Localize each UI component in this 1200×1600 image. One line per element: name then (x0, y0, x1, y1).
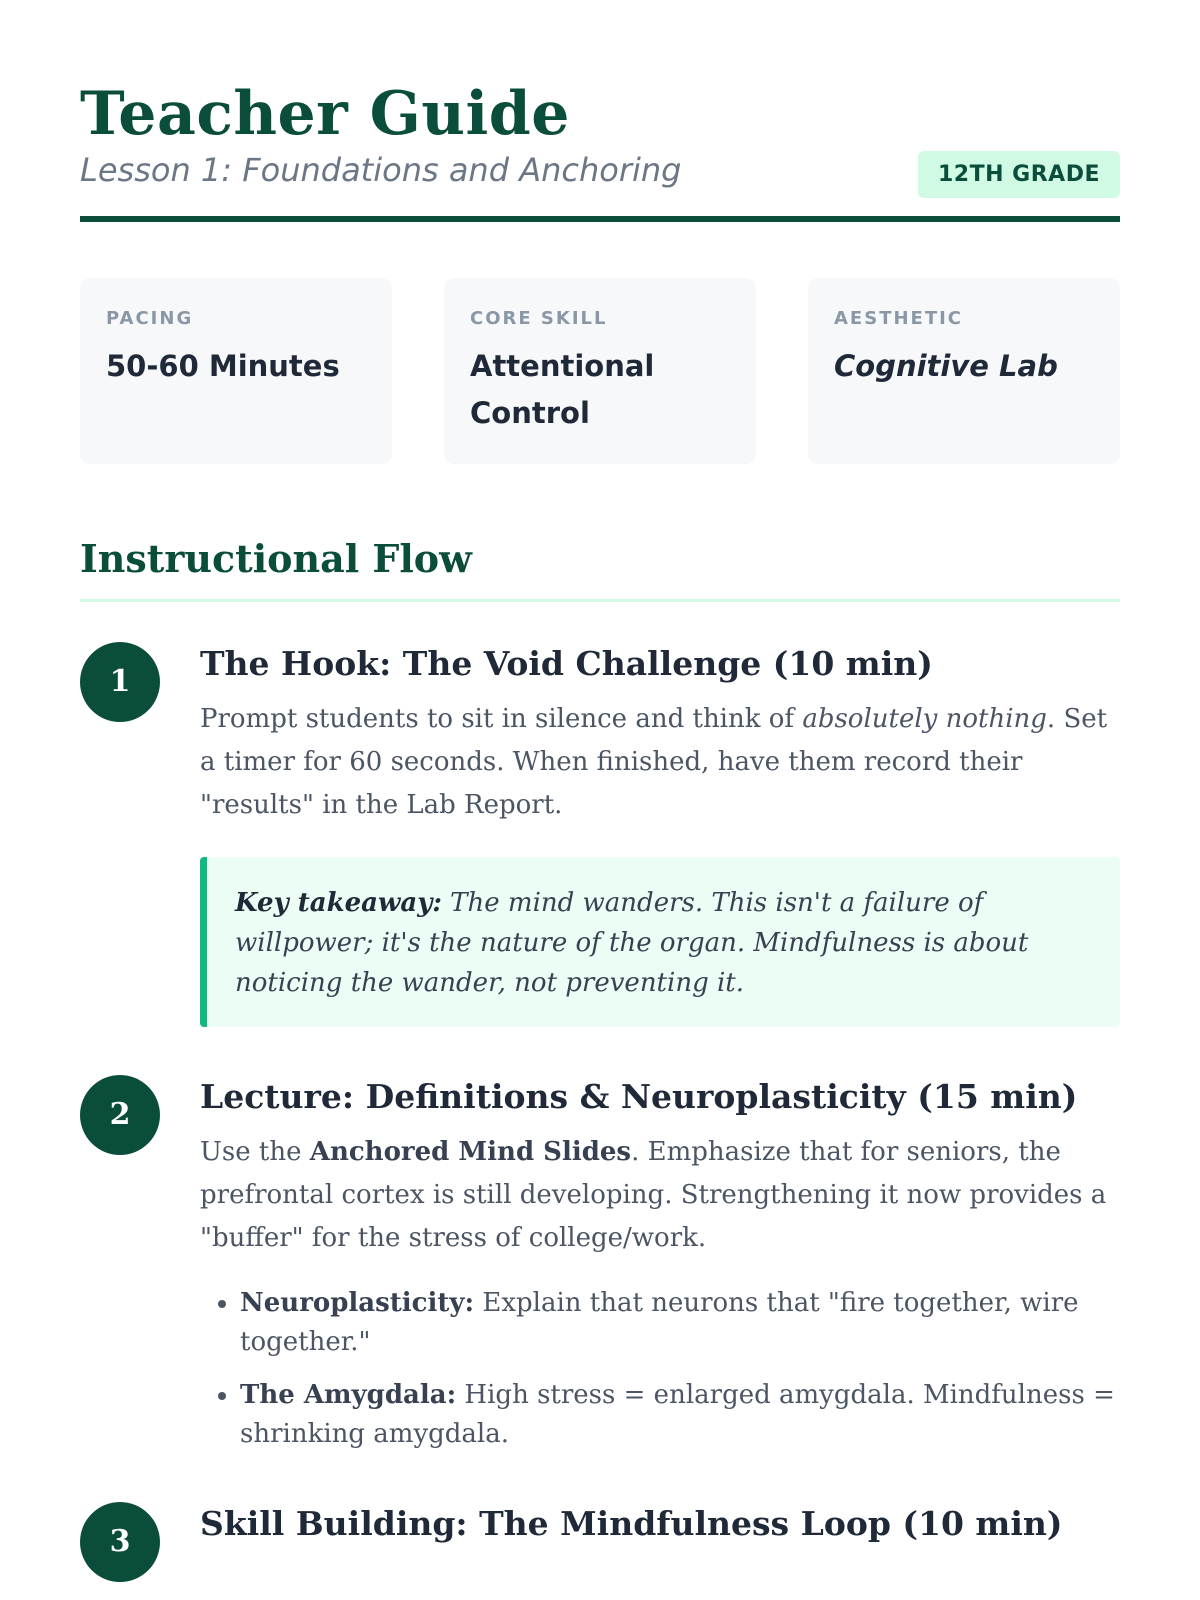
pacing-card (80, 278, 392, 464)
card-value: Attentional Control (470, 349, 655, 430)
key-takeaway-callout (200, 857, 1120, 1027)
body-text: . Emphasize that for seniors, the prefrontal cortex is still developing. Strengthening it now provides a "buffer" for the stress of college/work. (200, 1137, 1107, 1253)
card-value: 50-60 Minutes (106, 349, 340, 383)
bullet-text: Explain that neurons that "fire together, wire together." (240, 1288, 1079, 1357)
takeaway-lead: Key takeaway: (235, 888, 442, 918)
list-item (240, 1284, 1120, 1362)
grade-badge: 12TH GRADE (918, 151, 1120, 198)
step-3 (80, 1502, 1120, 1559)
instructional-steps (80, 642, 1120, 1559)
list-item (240, 1376, 1120, 1454)
bullet-term: Neuroplasticity: (240, 1288, 475, 1318)
takeaway-text: The mind wanders. This isn't a failure of willpower; it's the nature of the organ. Mindfulness is about noticing the wander, not preventing it. (235, 888, 1029, 998)
body-text: Prompt students to sit in silence and think of (200, 704, 803, 734)
step-1 (80, 642, 1120, 1027)
card-label: PACING (106, 308, 194, 329)
step-body (200, 698, 1120, 827)
step-number: 2 (80, 1075, 160, 1155)
header (80, 78, 1120, 222)
page-title: Teacher Guide (80, 79, 570, 149)
step-title: Lecture: Definitions & Neuroplasticity (15 min) (200, 1077, 1078, 1116)
step-body (200, 1131, 1120, 1260)
body-emphasis: absolutely nothing (802, 704, 1047, 734)
bullet-term: The Amygdala: (240, 1380, 457, 1410)
aesthetic-card (808, 278, 1120, 464)
bullet-list (200, 1284, 1120, 1454)
body-strong: Anchored Mind Slides (309, 1137, 632, 1167)
body-text: . Set a timer for 60 seconds. When finished, have them record their "results" in the Lab Report. (200, 704, 1108, 820)
card-label: AESTHETIC (834, 308, 964, 329)
card-value: Cognitive Lab (834, 349, 1058, 383)
core-skill-card (444, 278, 756, 464)
bullet-text: High stress = enlarged amygdala. Mindfulness = shrinking amygdala. (240, 1380, 1115, 1449)
step-2 (80, 1075, 1120, 1454)
step-number: 3 (80, 1502, 160, 1582)
info-cards (80, 278, 1120, 464)
section-title: Instructional Flow (80, 536, 1120, 602)
step-title: The Hook: The Void Challenge (10 min) (200, 644, 933, 683)
step-title: Skill Building: The Mindfulness Loop (10 min) (200, 1504, 1063, 1543)
lesson-subtitle: Lesson 1: Foundations and Anchoring (80, 151, 682, 189)
card-label: CORE SKILL (470, 308, 608, 329)
step-number: 1 (80, 642, 160, 722)
body-text: Use the (200, 1137, 310, 1167)
